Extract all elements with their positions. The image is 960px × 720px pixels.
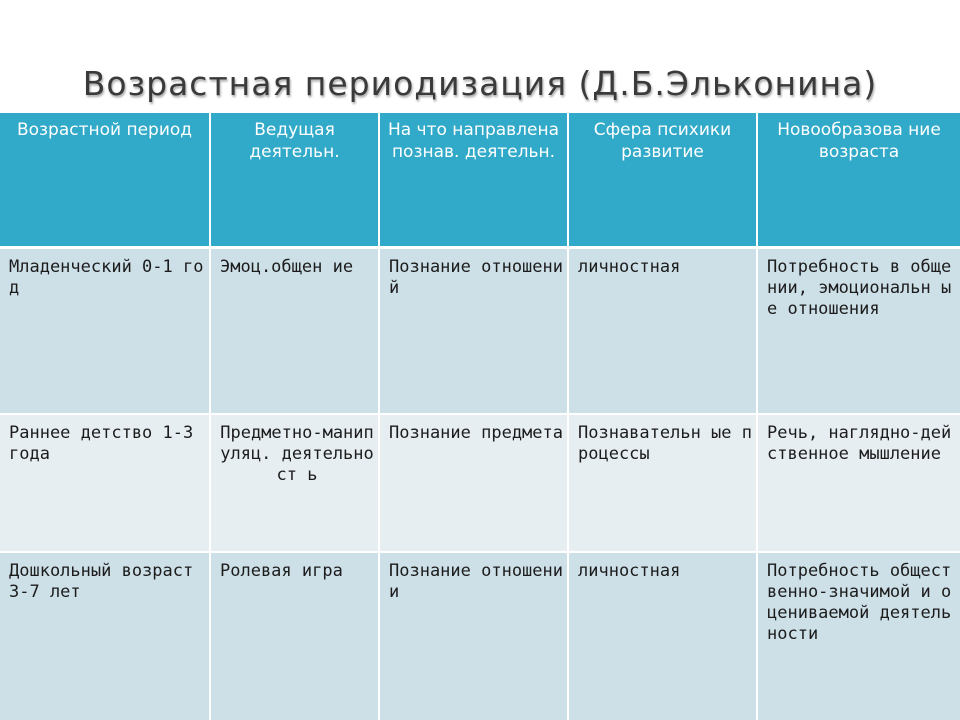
header-age-period: Возрастной период [0,113,210,247]
header-psyche-sphere: Сфера психики развитие [568,113,757,247]
cell-period: Дошкольный возраст 3-7 лет [0,552,210,720]
cell-period: Раннее детство 1-3 года [0,414,210,552]
cell-activity: Эмоц.общен ие [210,247,379,414]
header-leading-activity: Ведущая деятельн. [210,113,379,247]
cell-direction: Познание отношений [379,247,568,414]
periodization-table [0,113,960,720]
cell-period: Младенческий 0-1 год [0,247,210,414]
cell-direction: Познание отношении [379,552,568,720]
table-row [0,247,960,414]
slide-title: Возрастная периодизация (Д.Б.Эльконина) [82,64,878,103]
cell-sphere: личностная [568,247,757,414]
periodization-table-container [0,113,960,720]
cell-direction: Познание предмета [379,414,568,552]
table-row [0,414,960,552]
table-header-row [0,113,960,247]
cell-sphere: личностная [568,552,757,720]
table-row [0,552,960,720]
cell-neoformation: Потребность общественно-значимой и оцениваемой деятельности [757,552,960,720]
cell-neoformation: Потребность в общении, эмоциональн ые отношения [757,247,960,414]
header-cognitive-direction: На что направлена познав. деятельн. [379,113,568,247]
cell-sphere: Познавательн ые процессы [568,414,757,552]
cell-activity: Ролевая игра [210,552,379,720]
cell-activity: Предметно-манипуляц. деятельност ь [210,414,379,552]
cell-neoformation: Речь, наглядно-действенное мышление [757,414,960,552]
header-neoformation: Новообразова ние возраста [757,113,960,247]
